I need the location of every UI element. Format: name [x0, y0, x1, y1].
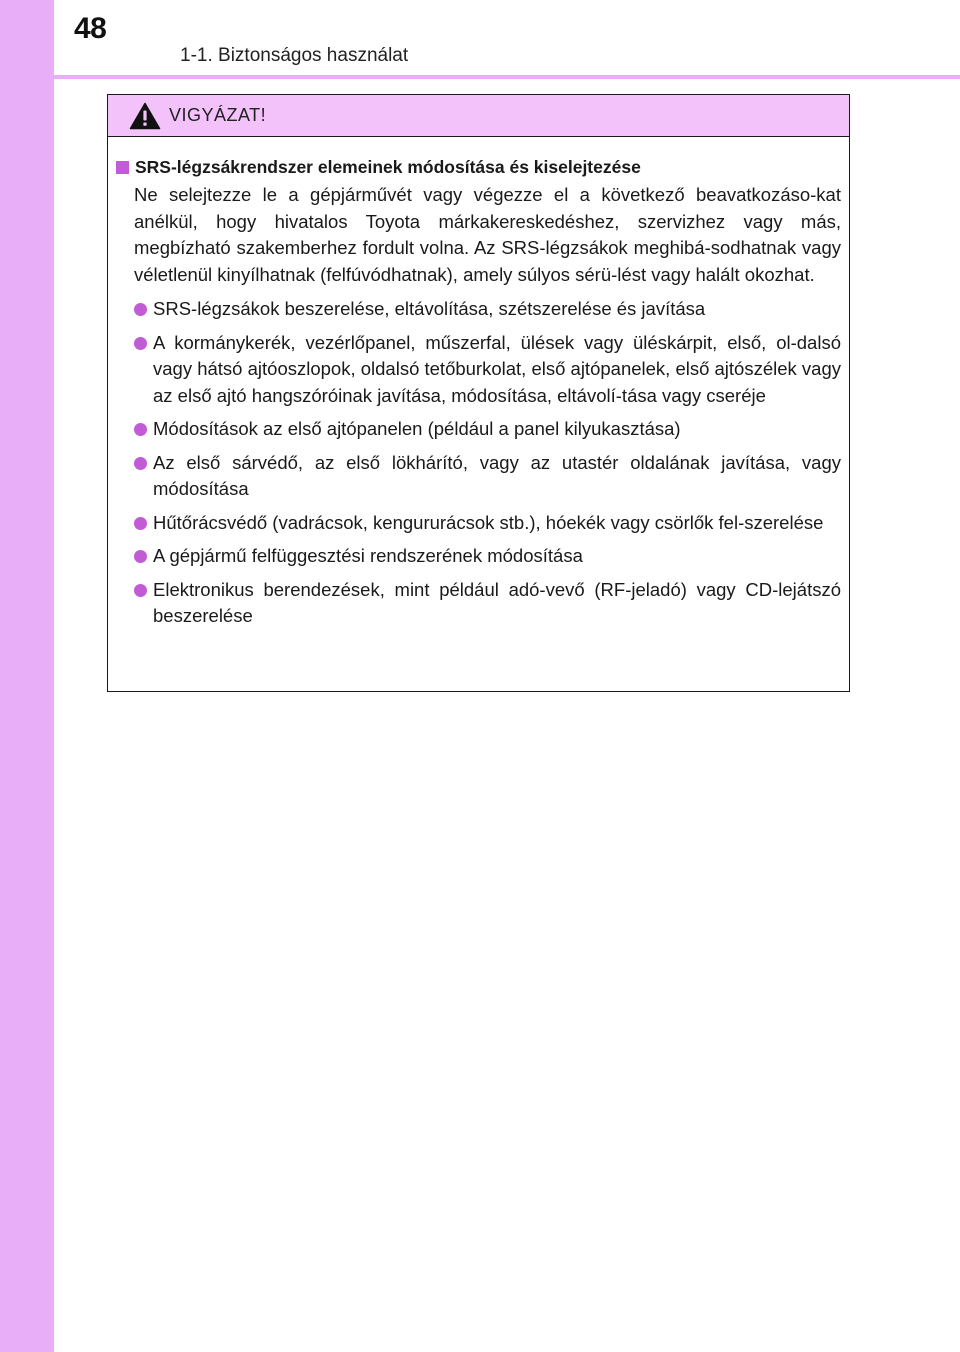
list-item-text: A kormánykerék, vezérlőpanel, műszerfal, ülések vagy üléskárpit, első, ol-dalsó vagy hátsó ajtóoszlopok, oldalsó tetőburkolat, első ajtópanelek, első ajtószélek vagy az első ajtó hangszóróinak javítása, módosítása, eltávolí-tása vagy cseréje: [153, 331, 842, 406]
caution-header: [108, 95, 849, 137]
list-item: [116, 330, 841, 410]
subheading-text: SRS-légzsákrendszer elemeinek módosítása és kiselejtezése: [135, 157, 641, 177]
bullet-dot-icon: [134, 457, 147, 470]
page-number: 48: [74, 12, 107, 45]
bullet-dot-icon: [134, 337, 147, 350]
bullet-dot-icon: [134, 303, 147, 316]
bullet-dot-icon: [134, 584, 147, 597]
caution-subheading: [116, 155, 841, 179]
list-item-text: A gépjármű felfüggesztési rendszerének módosítása: [153, 545, 583, 566]
list-item-text: Módosítások az első ajtópanelen (például a panel kilyukasztása): [153, 418, 681, 439]
list-item-text: Elektronikus berendezések, mint például adó-vevő (RF-jeladó) vagy CD-lejátszó beszerelése: [153, 578, 841, 626]
list-item-text: SRS-légzsákok beszerelése, eltávolítása, szétszerelése és javítása: [153, 298, 706, 319]
section-title: 1-1. Biztonságos használat: [180, 45, 409, 66]
caution-paragraph: Ne selejtezze le a gépjárművét vagy végezze el a következő beavatkozáso-kat anélkül, hogy hivatalos Toyota márkakereskedéshez, szervizhez vagy más, megbízható szakemberhez fordult volna. Az SRS-légzsákok meghibá-sodhatnak vagy véletlenül kinyílhatnak (felfúvódhatnak), amely súlyos sérü-lést vagy halált okozhat.: [134, 184, 841, 285]
caution-body: [108, 137, 849, 630]
page-header: [0, 0, 960, 80]
list-item-text: Hűtőrácsvédő (vadrácsok, kengururácsok stb.), hóekék vagy csörlők fel-szerelése: [153, 511, 824, 533]
header-divider: [54, 75, 960, 79]
list-item: [116, 296, 841, 323]
list-item: [116, 416, 841, 443]
list-item: [116, 450, 841, 503]
warning-triangle-icon: [129, 102, 161, 130]
list-item-text: Az első sárvédő, az első lökhárító, vagy az utastér oldalának javítása, vagy módosítása: [153, 451, 841, 499]
list-item: [116, 577, 841, 630]
side-color-band: [0, 0, 54, 1352]
caution-box: [107, 94, 850, 692]
caution-list: [116, 296, 841, 630]
bullet-dot-icon: [134, 423, 147, 436]
list-item: [116, 510, 841, 537]
caution-title: VIGYÁZAT!: [169, 105, 267, 125]
bullet-dot-icon: [134, 517, 147, 530]
bullet-dot-icon: [134, 550, 147, 563]
list-item: [116, 543, 841, 570]
square-bullet-icon: [116, 161, 129, 174]
